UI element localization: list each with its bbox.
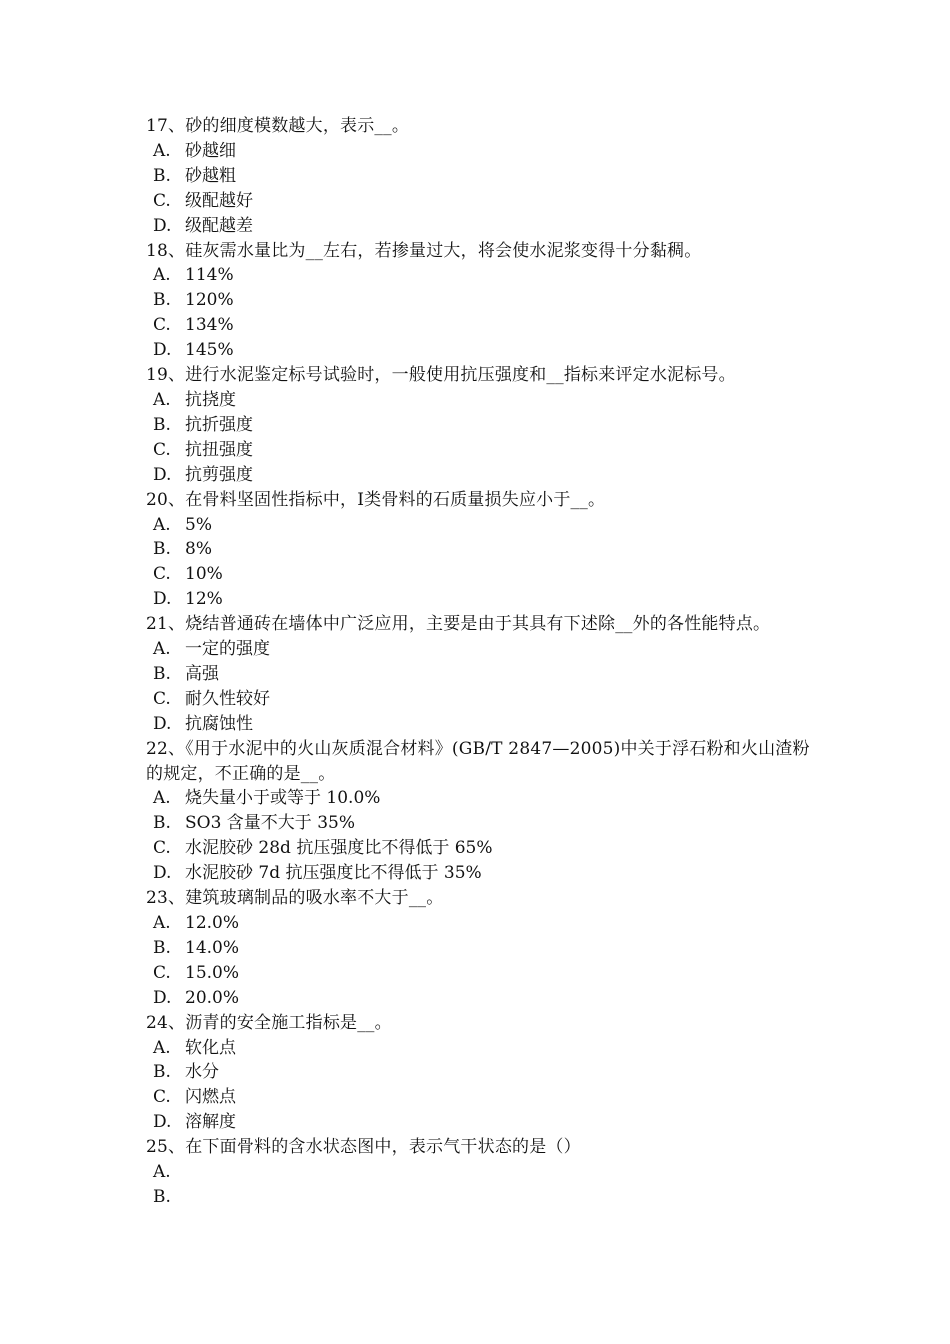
answer-option <box>146 263 826 288</box>
option-label: A. <box>153 389 171 410</box>
answer-option <box>146 1160 826 1185</box>
question-stem: 22、《用于水泥中的火山灰质混合材料》(GB/T 2847—2005)中关于浮石粉和火山渣粉的规定，不正确的是__。 <box>146 738 810 784</box>
option-label: B. <box>153 290 171 311</box>
option-label: B. <box>153 937 171 958</box>
answer-option <box>146 861 826 886</box>
option-text: 软化点 <box>185 1037 236 1058</box>
option-text: 12% <box>185 589 223 610</box>
option-label: A. <box>153 1162 171 1183</box>
question-stem: 23、建筑玻璃制品的吸水率不大于__。 <box>146 888 444 909</box>
answer-option <box>146 936 826 961</box>
option-text: 134% <box>185 315 234 336</box>
answer-option <box>146 313 826 338</box>
question-block <box>146 612 826 737</box>
answer-option <box>146 537 826 562</box>
option-text: 20.0% <box>185 987 240 1008</box>
option-label: C. <box>153 1087 171 1108</box>
option-label: B. <box>153 414 171 435</box>
option-text: 120% <box>185 290 234 311</box>
option-text: 抗扭强度 <box>185 439 253 460</box>
question-block <box>146 737 826 886</box>
answer-option <box>146 1036 826 1061</box>
option-text: 溶解度 <box>185 1112 236 1133</box>
answer-option <box>146 786 826 811</box>
option-label: C. <box>153 564 171 585</box>
question-stem: 17、砂的细度模数越大，表示__。 <box>146 116 410 136</box>
option-label: B. <box>153 1062 171 1083</box>
option-text: 一定的强度 <box>185 639 270 660</box>
question-stem: 25、在下面骨料的含水状态图中，表示气干状态的是（） <box>146 1137 581 1158</box>
answer-option <box>146 687 826 712</box>
option-text: 抗腐蚀性 <box>185 713 253 734</box>
option-label: D. <box>153 215 172 236</box>
option-text: 砂越粗 <box>185 165 236 186</box>
option-text: 级配越差 <box>185 215 253 236</box>
option-label: C. <box>153 838 171 859</box>
option-text: 抗折强度 <box>185 414 253 435</box>
question-list <box>146 114 826 1210</box>
option-label: B. <box>153 663 171 684</box>
option-text: 抗剪强度 <box>185 464 253 485</box>
option-text: 5% <box>185 514 212 535</box>
option-text: 高强 <box>185 663 219 684</box>
question-block <box>146 488 826 613</box>
option-label: A. <box>153 514 171 535</box>
option-text: 12.0% <box>185 913 240 933</box>
question-block <box>146 114 826 239</box>
option-label: A. <box>153 913 171 933</box>
question-stem: 24、沥青的安全施工指标是__。 <box>146 1012 392 1033</box>
option-text: 闪燃点 <box>185 1087 236 1108</box>
option-text: 抗挠度 <box>185 389 236 410</box>
option-label: B. <box>153 165 171 186</box>
option-label: D. <box>153 1112 172 1133</box>
option-text: 10% <box>185 564 223 585</box>
answer-option <box>146 463 826 488</box>
option-label: B. <box>153 539 171 560</box>
option-text: 砂越细 <box>185 140 236 161</box>
answer-option <box>146 1085 826 1110</box>
option-text: 145% <box>185 340 234 361</box>
option-label: A. <box>153 265 171 286</box>
answer-option <box>146 438 826 463</box>
option-text: 耐久性较好 <box>185 688 270 709</box>
option-label: D. <box>153 340 172 361</box>
answer-option <box>146 961 826 986</box>
option-label: B. <box>153 813 171 834</box>
option-label: C. <box>153 439 171 460</box>
question-block <box>146 886 826 1011</box>
answer-option <box>146 637 826 662</box>
option-label: C. <box>153 688 171 709</box>
answer-option <box>146 388 826 413</box>
answer-option <box>146 1185 826 1210</box>
option-label: A. <box>153 639 171 660</box>
answer-option <box>146 1110 826 1135</box>
option-label: D. <box>153 987 172 1008</box>
option-text: 水分 <box>185 1062 219 1083</box>
answer-option <box>146 836 826 861</box>
answer-option <box>146 338 826 363</box>
option-text: 水泥胶砂 28d 抗压强度比不得低于 65% <box>185 838 493 859</box>
option-text: 15.0% <box>185 962 240 983</box>
answer-option <box>146 1060 826 1085</box>
question-block <box>146 1135 826 1210</box>
answer-option <box>146 513 826 538</box>
option-label: B. <box>153 1186 171 1207</box>
question-block <box>146 363 826 488</box>
option-text: 8% <box>185 539 212 560</box>
answer-option <box>146 587 826 612</box>
question-block <box>146 239 826 364</box>
question-stem: 19、进行水泥鉴定标号试验时，一般使用抗压强度和__指标来评定水泥标号。 <box>146 365 736 386</box>
option-label: D. <box>153 863 172 884</box>
answer-option <box>146 712 826 737</box>
option-label: C. <box>153 962 171 983</box>
option-text: 14.0% <box>185 937 240 958</box>
option-label: D. <box>153 713 172 734</box>
answer-option <box>146 811 826 836</box>
question-stem: 21、烧结普通砖在墙体中广泛应用，主要是由于其具有下述除__外的各性能特点。 <box>146 614 771 635</box>
option-label: C. <box>153 190 171 211</box>
option-text: 烧失量小于或等于 10.0% <box>185 788 381 809</box>
option-label: A. <box>153 788 171 809</box>
answer-option <box>146 214 826 239</box>
answer-option <box>146 288 826 313</box>
option-label: C. <box>153 315 171 336</box>
option-label: D. <box>153 464 172 485</box>
question-block <box>146 1011 826 1136</box>
answer-option <box>146 986 826 1011</box>
answer-option <box>146 662 826 687</box>
answer-option <box>146 413 826 438</box>
option-text: 水泥胶砂 7d 抗压强度比不得低于 35% <box>185 863 482 884</box>
option-label: A. <box>153 140 171 161</box>
answer-option <box>146 189 826 214</box>
answer-option <box>146 164 826 189</box>
answer-option <box>146 139 826 164</box>
option-text: 级配越好 <box>185 190 253 211</box>
question-stem: 20、在骨料坚固性指标中，Ⅰ类骨料的石质量损失应小于__。 <box>146 489 606 510</box>
answer-option <box>146 562 826 587</box>
answer-option <box>146 911 826 936</box>
option-label: D. <box>153 589 172 610</box>
option-text: 114% <box>185 265 234 286</box>
option-text: SO3 含量不大于 35% <box>185 813 355 834</box>
option-label: A. <box>153 1037 171 1058</box>
question-stem: 18、硅灰需水量比为__左右，若掺量过大，将会使水泥浆变得十分黏稠。 <box>146 240 702 261</box>
